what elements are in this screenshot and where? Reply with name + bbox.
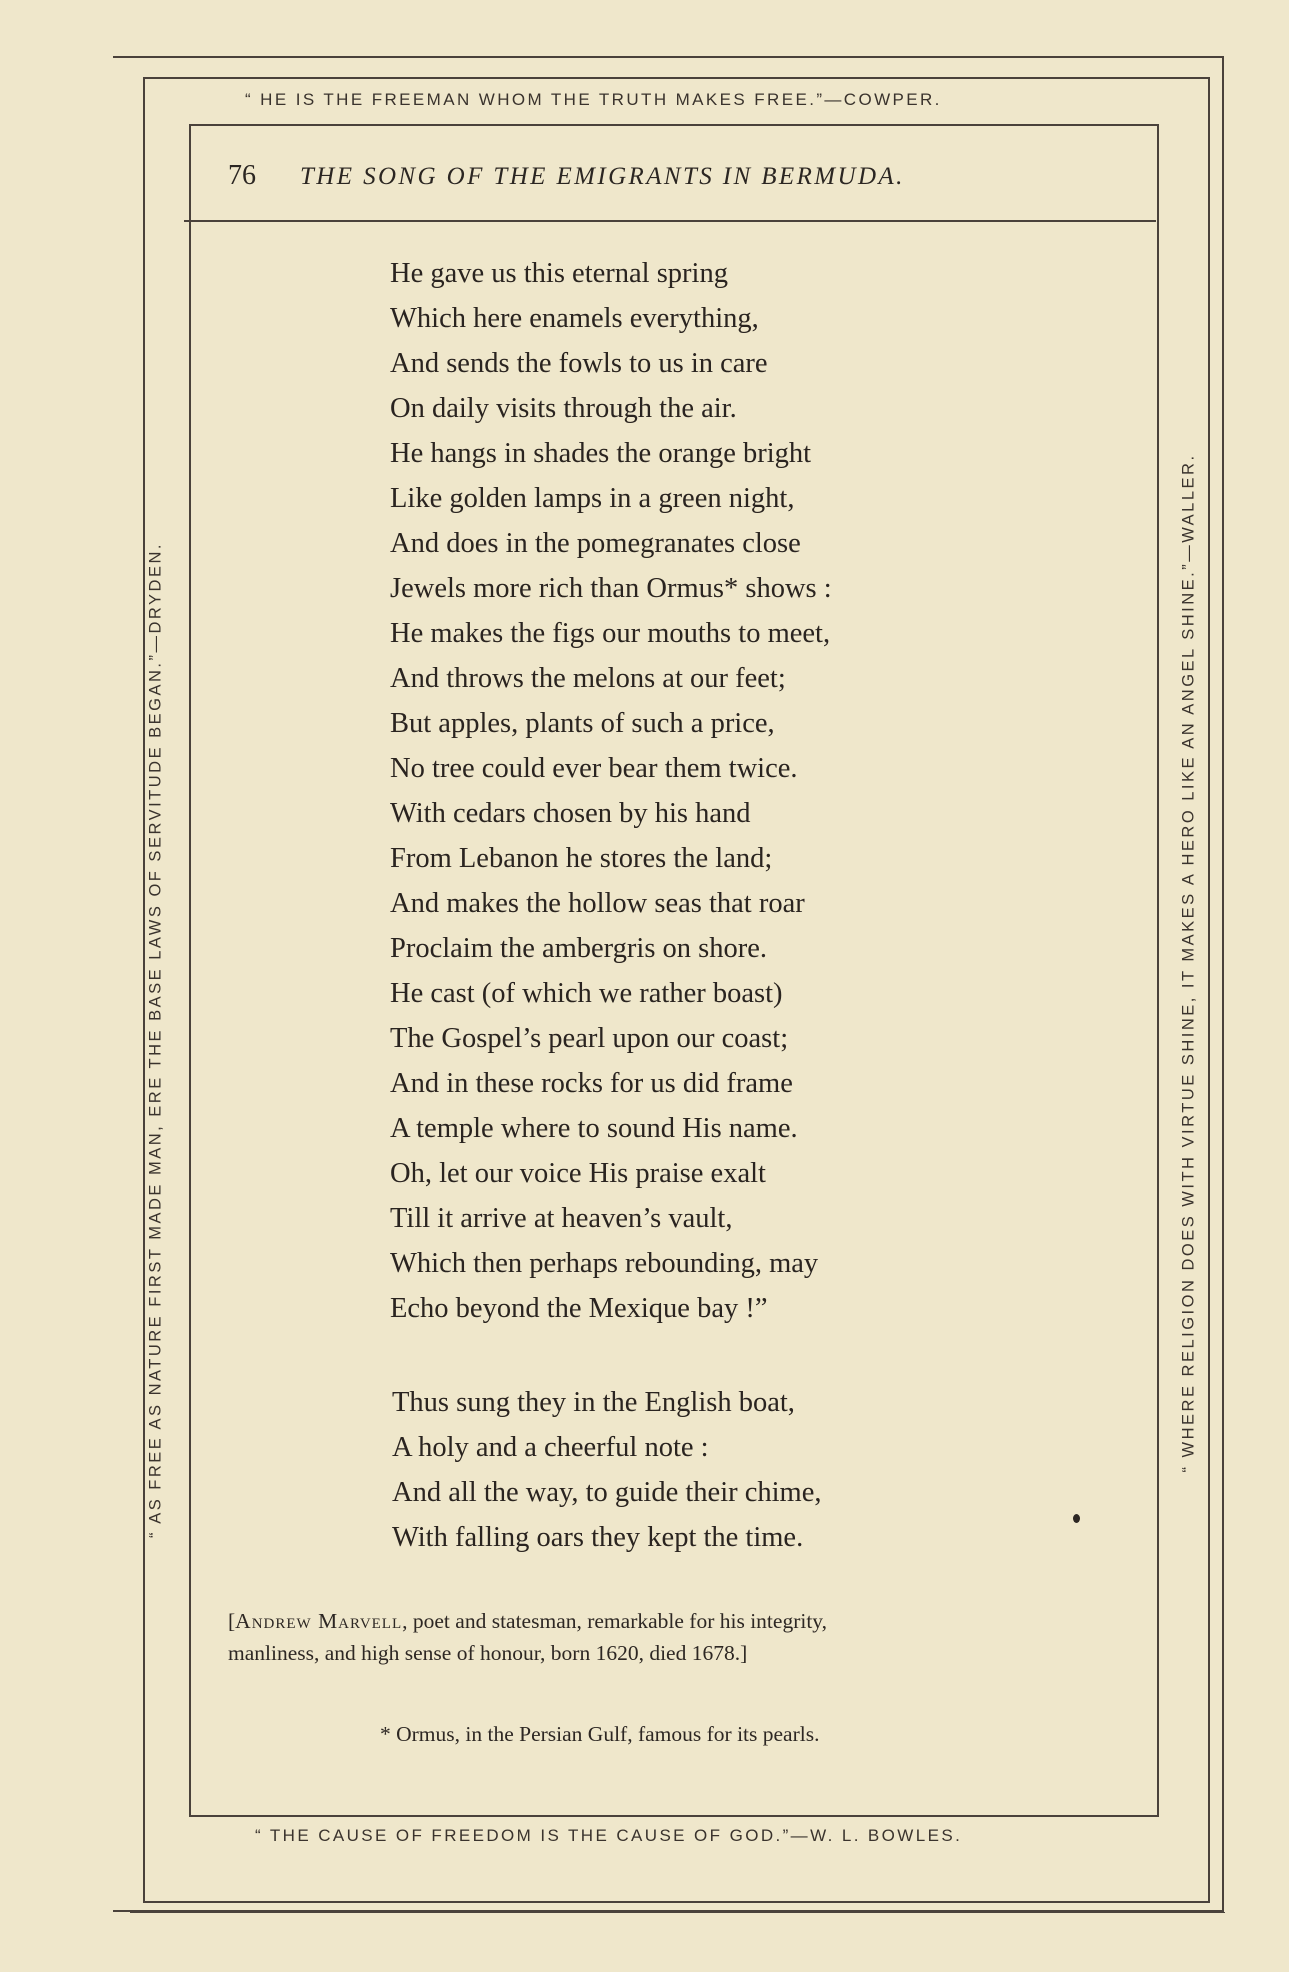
poem-line: Echo beyond the Mexique bay !”	[390, 1293, 768, 1324]
poem-line: And sends the fowls to us in care	[390, 348, 768, 379]
page-title: THE SONG OF THE EMIGRANTS IN BERMUDA.	[300, 163, 905, 190]
poem-line: Which here enamels everything,	[390, 303, 759, 334]
poem-stanza-2	[392, 1380, 822, 1560]
poem-line: He cast (of which we rather boast)	[390, 978, 783, 1009]
poem-line: Till it arrive at heaven’s vault,	[390, 1203, 733, 1234]
ink-speck	[1073, 1514, 1080, 1523]
bio-line-1-rest: , poet and statesman, remarkable for his integrity,	[402, 1609, 828, 1633]
poem-line: A temple where to sound His name.	[390, 1113, 798, 1144]
poem-line: With cedars chosen by his hand	[390, 798, 751, 829]
motto-bottom: “ THE CAUSE OF FREEDOM IS THE CAUSE OF GOD.”—W. L. BOWLES.	[255, 1826, 963, 1845]
bio-line-1	[228, 1605, 1158, 1637]
poem-line: He makes the figs our mouths to meet,	[390, 618, 831, 649]
motto-top: “ HE IS THE FREEMAN WHOM THE TRUTH MAKES FREE.”—COWPER.	[245, 90, 942, 109]
poem-line: Thus sung they in the English boat,	[392, 1387, 795, 1418]
poem-line: Which then perhaps rebounding, may	[390, 1248, 819, 1279]
motto-left: “ AS FREE AS NATURE FIRST MADE MAN, ERE THE BASE LAWS OF SERVITUDE BEGAN.”—DRYDEN.	[146, 542, 165, 1538]
bottom-rule	[130, 1912, 1225, 1913]
poem-line: No tree could ever bear them twice.	[390, 753, 798, 784]
poem-line: And in these rocks for us did frame	[390, 1068, 793, 1099]
bio-bracket: [	[228, 1609, 236, 1633]
poem-line: And throws the melons at our feet;	[390, 663, 786, 694]
poem-line: Oh, let our voice His praise exalt	[390, 1158, 766, 1189]
footnote: * Ormus, in the Persian Gulf, famous for its pearls.	[380, 1722, 820, 1746]
bio-line-2: manliness, and high sense of honour, born 1620, died 1678.]	[228, 1641, 748, 1665]
poem-line: From Lebanon he stores the land;	[390, 843, 773, 874]
header-separator	[184, 220, 1156, 222]
poem-line: And does in the pomegranates close	[390, 528, 801, 559]
poem-stanza-1	[390, 251, 832, 1331]
poem-line: A holy and a cheerful note :	[392, 1432, 709, 1463]
poem-line: Proclaim the ambergris on shore.	[390, 933, 768, 964]
author-name: Andrew Marvell	[235, 1609, 403, 1633]
poem-line: And makes the hollow seas that roar	[390, 888, 805, 919]
author-bio	[228, 1605, 1158, 1669]
poem-line: The Gospel’s pearl upon our coast;	[390, 1023, 789, 1054]
poem-line: He gave us this eternal spring	[390, 258, 728, 289]
page-number: 76	[228, 160, 256, 191]
poem-line: On daily visits through the air.	[390, 393, 737, 424]
motto-right: “ WHERE RELIGION DOES WITH VIRTUE SHINE, IT MAKES A HERO LIKE AN ANGEL SHINE.”—WALLER.	[1179, 453, 1198, 1473]
poem-line: With falling oars they kept the time.	[392, 1522, 804, 1553]
poem-line: Jewels more rich than Ormus* shows :	[390, 573, 832, 604]
poem-line: He hangs in shades the orange bright	[390, 438, 812, 469]
poem-line: But apples, plants of such a price,	[390, 708, 775, 739]
poem-line: And all the way, to guide their chime,	[392, 1477, 822, 1508]
poem-line: Like golden lamps in a green night,	[390, 483, 795, 514]
